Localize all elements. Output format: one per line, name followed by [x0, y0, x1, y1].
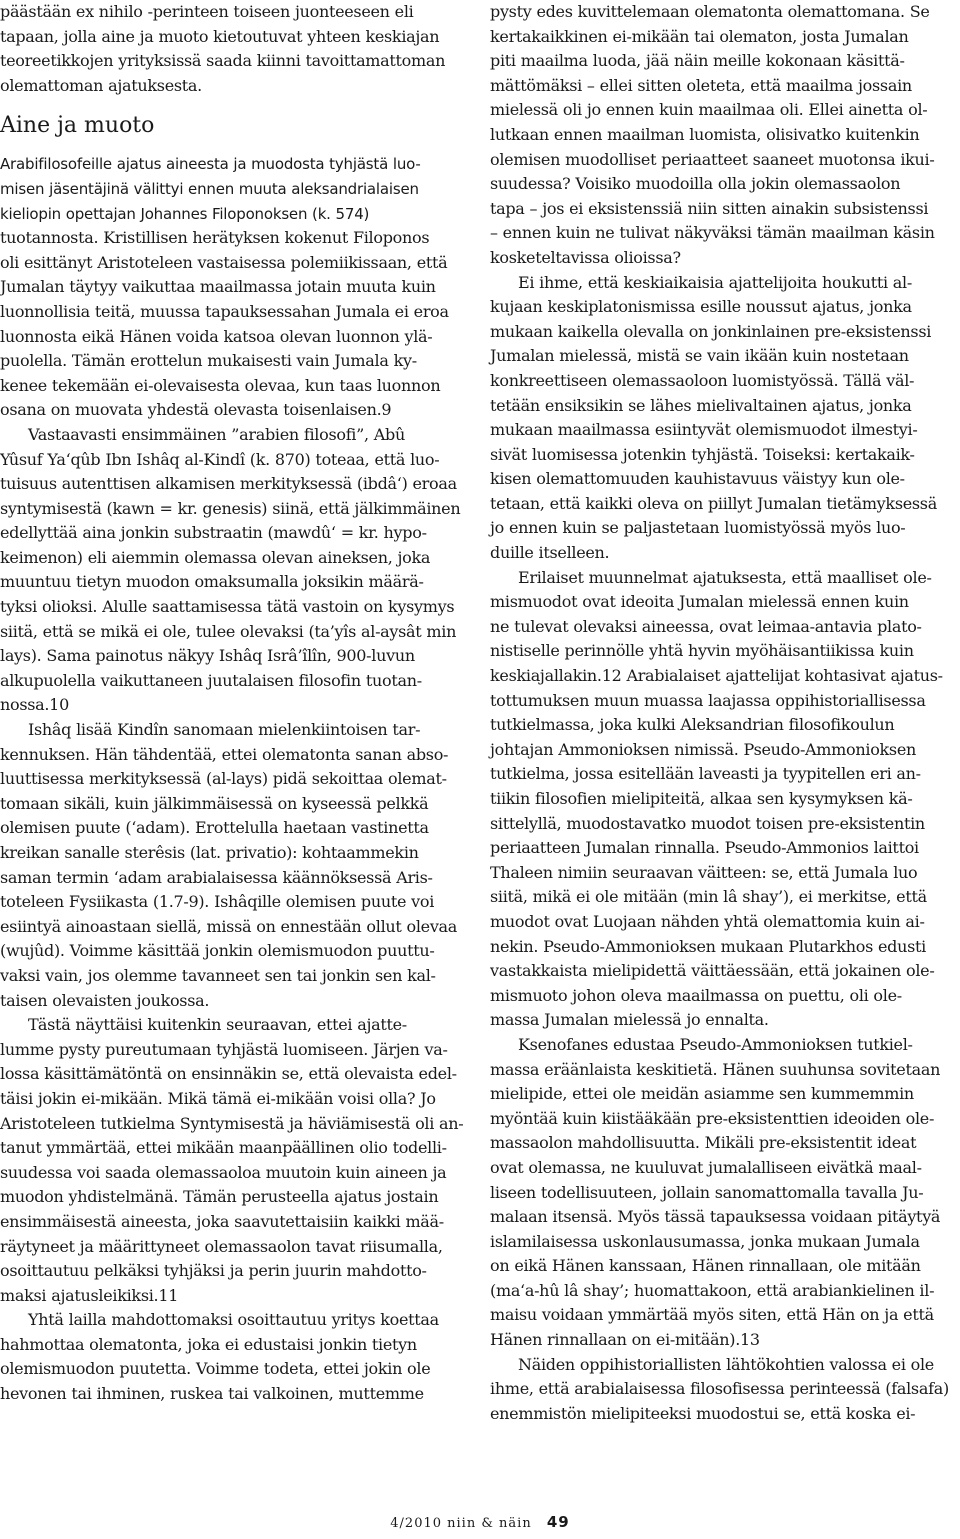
text-line: tapa – jos ei eksistenssiä niin sitten ainakin subsistenssi	[490, 198, 929, 218]
text-line: Thaleen nimiin seuraavan väitteen: se, että Jumala luo	[490, 862, 918, 882]
text-line: täisi jokin ei-mikään. Mikä tämä ei-mikään voisi olla? Jo	[0, 1088, 436, 1108]
text-line: vastakkaista mielipidettä väittäessään, että jokainen ole-	[490, 961, 935, 981]
text-line: konkreettiseen olemassaoloon luomistyössä. Tällä väl-	[490, 370, 915, 390]
text-line: sivät luomisessa jotenkin tyhjästä. Toiseksi: kertakaik-	[490, 444, 915, 464]
text-line: toteleen Fysiikasta (1.7-9). Ishâqille olemisen puute voi	[0, 892, 435, 912]
text-line: Erilaiset muunnelmat ajatuksesta, että maalliset ole-	[518, 567, 932, 587]
text-line: Yûsuf Ya‘qûb Ibn Ishâq al-Kindî (k. 870) toteaa, että luo-	[0, 449, 440, 469]
text-line: puolella. Tämän erottelun mukaisesti vain Jumala ky-	[0, 351, 417, 371]
text-line: esiintyä ainoastaan siellä, missä on ennestään ollut olevaa	[0, 916, 458, 936]
text-line: kujaan keskiplatonismissa esille noussut ajatus, jonka	[490, 297, 912, 317]
text-line: maksi ajatusleikiksi.11	[0, 1285, 179, 1305]
text-line: kenee tekemään ei-olevaisesta olevaa, kun taas luonnon	[0, 375, 441, 395]
text-line: massa eräänlaista keskitietä. Hänen suuhunsa sovitetaan	[490, 1059, 941, 1079]
text-line: luonnollisia teitä, muussa tapauksessahan Jumala ei eroa	[0, 301, 449, 321]
text-line: massaolon mahdollisuutta. Mikäli pre-eksistentit ideat	[490, 1133, 917, 1153]
text-line: Ishâq lisää Kindîn sanomaan mielenkiintoisen tar-	[28, 720, 421, 740]
text-line: saman termin ‘adam arabialaisessa käännöksessä Aris-	[0, 867, 433, 887]
text-line: tottumuksen muun muassa laajassa oppihistoriallisessa	[490, 690, 926, 710]
text-line: keskiajallakin.12 Arabialaiset ajattelijat kohtasivat ajatus-	[490, 666, 943, 686]
text-line: tomaan sikäli, kuin jälkimmäisessä on kyseessä pelkkä	[0, 793, 429, 813]
text-line: vaksi vain, jos olemme tavanneet sen tai jonkin sen kal-	[0, 965, 436, 985]
text-line: on eikä Hänen kanssaan, Hänen rinnallaan, ole mitään	[490, 1256, 921, 1276]
text-line: osana on muovata yhdestä olevasta toisenlaisen.9	[0, 400, 392, 420]
text-line: lossa käsittämätöntä on ensinnäkin se, että olevaista edel-	[0, 1064, 457, 1084]
right-column	[490, 0, 958, 1426]
text-line: Jumalan mielessä, mistä se vain ikään kuin nostetaan	[490, 346, 909, 366]
text-line: tetään ensiksikin se lähes mielivaltainen ajatus, jonka	[490, 395, 912, 415]
text-line: tyksi olioksi. Alulle saattamisessa tätä vastoin on kysymys	[0, 597, 455, 617]
text-line: duille itselleen.	[490, 543, 610, 563]
text-line: hahmottaa olematonta, joka ei edustaisi jonkin tietyn	[0, 1334, 417, 1354]
text-line: muuntuu tietyn muodon omaksumalla joksikin määrä-	[0, 572, 424, 592]
text-line: edellyttää aina jonkin substraatin (mawdû‘ = kr. hypo-	[0, 523, 427, 543]
text-line: Hänen rinnallaan on ei-mitään).13	[490, 1330, 760, 1350]
text-line: mättömäksi – ellei sitten oleteta, että maailma jossain	[490, 75, 912, 95]
text-line: pysty edes kuvittelemaan olematonta olemattomana. Se	[490, 2, 930, 21]
text-line: tetaan, että kaikki oleva on piillyt Jumalan tietämyksessä	[490, 493, 937, 513]
text-line: ensimmäisestä aineesta, joka saavutettaisiin kaikki mää-	[0, 1211, 444, 1231]
text-line: – ennen kuin ne tulivat näkyväksi tämän maailman käsin	[490, 223, 935, 243]
text-line: Ei ihme, että keskiaikaisia ajattelijoita houkutti al-	[518, 272, 912, 292]
text-line: lumme pysty pureutumaan tyhjästä luomiseen. Järjen va-	[0, 1039, 448, 1059]
text-line: mukaan maailmassa esiintyvät olemismuodot ilmestyi-	[490, 420, 918, 440]
text-line: maisu voidaan ymmärtää myös siten, että Hän on ja että	[490, 1305, 934, 1325]
text-line: teoreetikkojen yrityksissä saada kiinni tavoittamattoman	[0, 51, 446, 71]
text-line: Vastaavasti ensimmäinen ”arabien filosofi”, Abû	[28, 424, 405, 444]
text-line: mismuoto johon oleva maailmassa on puettu, oli ole-	[490, 985, 902, 1005]
text-line: tuisuus autenttisen alkamisen merkityksessä (ibdâ‘) eroaa	[0, 474, 457, 494]
text-line: tapaan, jolla aine ja muoto kietoutuvat yhteen keskiajan	[0, 26, 440, 46]
text-line: piti maailma luoda, jää näin meille kokonaan käsittä-	[490, 51, 905, 71]
text-line: Tästä näyttäisi kuitenkin seuraavan, ettei ajatte-	[28, 1015, 407, 1035]
text-line: nekin. Pseudo-Ammonioksen mukaan Plutarkhos edusti	[490, 936, 926, 956]
text-line: taisen olevaisten joukossa.	[0, 990, 210, 1010]
text-line: olemisen puute (‘adam). Erottelulla haetaan vastinetta	[0, 818, 429, 838]
section-heading: Aine ja muoto	[0, 113, 155, 139]
text-line: hevonen tai ihminen, ruskea tai valkoinen, muttemme	[0, 1384, 424, 1404]
text-line: (ma‘a-hû lâ shay’; huomattakoon, että arabiankielinen il-	[490, 1280, 935, 1300]
text-line: tutkielmassa, joka kulki Aleksandrian filosofikoulun	[490, 715, 895, 735]
text-line: massa Jumalan mielessä jo ennalta.	[490, 1010, 769, 1030]
text-line: keimenon) eli aiemmin olemassa olevan aineksen, joka	[0, 547, 431, 567]
text-line: sittelyllä, muodostavatko muodot toisen pre-eksistentin	[490, 813, 925, 833]
text-line: osoittautuu pelkäksi tyhjäksi ja perin juurin mahdotto-	[0, 1261, 427, 1281]
text-line: räytyneet ja määrittyneet olemassaolon tavat riisumalla,	[0, 1236, 443, 1256]
text-line: siitä, mikä ei ole mitään (min lâ shay’), ei merkitse, että	[490, 887, 927, 907]
text-line: siitä, että se mikä ei ole, tulee olevaksi (ta’yîs al-aysât min	[0, 621, 457, 641]
text-line: periaatteen Jumalan rinnalla. Pseudo-Ammonios laittoi	[490, 838, 919, 858]
left-column	[0, 0, 468, 1407]
text-line: Aristoteleen tutkielma Syntymisestä ja häviämisestä oli an-	[0, 1113, 464, 1133]
text-line: oli esittänyt Aristoteleen vastaisessa polemiikissaan, että	[0, 252, 448, 272]
text-line: muodon yhdistelmänä. Tämän perusteella ajatus jostain	[0, 1187, 439, 1207]
page-number: 49	[546, 1513, 570, 1531]
text-line: johtajan Ammonioksen nimissä. Pseudo-Ammonioksen	[490, 739, 917, 759]
text-line: (wujûd). Voimme käsittää jonkin olemismuodon puuttu-	[0, 941, 435, 961]
text-line: tuotannosta. Kristillisen herätyksen kokenut Filoponos	[0, 228, 430, 248]
text-line: muodot ovat Luojaan nähden yhtä olemattomia kuin ai-	[490, 911, 925, 931]
text-line: Ksenofanes edustaa Pseudo-Ammonioksen tutkiel-	[518, 1034, 913, 1054]
text-line: kennuksen. Hän tähdentää, ettei olematonta sanan abso-	[0, 744, 449, 764]
text-line: lutkaan ennen maailman luomista, olisivatko kuitenkin	[490, 124, 920, 144]
text-line: ovat olemassa, ne kuuluvat jumalalliseen eivätkä maal-	[490, 1157, 922, 1177]
text-line: mielessä oli jo ennen kuin maailmaa oli. Ellei ainetta ol-	[490, 100, 928, 120]
text-line: enemmistön mielipiteeksi muodostui se, että koska ei-	[490, 1403, 916, 1423]
text-line: lays). Sama painotus näkyy Ishâq Isrâ’îlîn, 900-luvun	[0, 646, 415, 666]
text-line: kreikan sanalle sterêsis (lat. privatio): kohtaammekin	[0, 843, 419, 862]
text-line: olemisen muodolliset periaatteet saaneet muotonsa ikui-	[490, 149, 935, 169]
text-line: olemattoman ajatuksesta.	[0, 75, 202, 95]
text-line: ne tulevat olevaksi aineessa, ovat leimaa-antavia plato-	[490, 616, 922, 636]
text-line: tutkielma, jossa esitellään laveasti ja tyypitellen eri an-	[490, 764, 921, 784]
text-line: tiikin filosofien mielipiteitä, alkaa sen kysymyksen kä-	[490, 789, 913, 808]
text-line: mismuodot ovat ideoita Jumalan mielessä ennen kuin	[490, 592, 909, 612]
page-footer	[0, 1513, 960, 1531]
text-line: Näiden oppihistoriallisten lähtökohtien valossa ei ole	[518, 1354, 934, 1374]
text-line: olemismuodon puutetta. Voimme todeta, ettei jokin ole	[0, 1359, 431, 1379]
text-line: kosketeltavissa olioissa?	[490, 247, 681, 267]
text-line: liseen todellisuuteen, jollain sanomattomalla tavalla Ju-	[490, 1182, 924, 1202]
text-line: myöntää kuin kiistääkään pre-eksistenttien ideoiden ole-	[490, 1108, 935, 1128]
text-line: Arabifilosofeille ajatus aineesta ja muodosta tyhjästä luo-	[0, 155, 421, 174]
text-line: Yhtä lailla mahdottomaksi osoittautuu yritys koettaa	[28, 1310, 439, 1330]
text-line: jo ennen kuin se paljastetaan luomistyössä myös luo-	[490, 518, 906, 538]
text-line: tanut ymmärtää, ettei mikään maanpäällinen olio todelli-	[0, 1138, 447, 1158]
text-line: islamilaisessa uskonlausumassa, jonka mukaan Jumala	[490, 1231, 920, 1251]
text-line: kieliopin opettajan Johannes Filoponoksen (k. 574)	[0, 204, 370, 223]
text-line: nossa.10	[0, 695, 69, 715]
text-line: alkupuolella vaikuttaneen juutalaisen filosofin tuotan-	[0, 670, 422, 690]
text-line: malaan itsensä. Myös tässä tapauksessa voidaan pitäytyä	[490, 1207, 941, 1227]
text-line: mukaan kaikella olevalla on jonkinlainen pre-eksistenssi	[490, 321, 932, 341]
text-line: Jumalan täytyy vaikuttaa maailmassa jotain muuta kuin	[0, 277, 436, 297]
text-line: suudessa voi saada olemassaoloa muutoin kuin aineen ja	[0, 1162, 447, 1182]
issue-label: 4/2010 niin & näin	[390, 1516, 532, 1531]
text-line: syntymisestä (kawn = kr. genesis) siinä, että jälkimmäinen	[0, 498, 461, 518]
text-line: nistiselle perinnölle yhtä hyvin myöhäisantiikissa kuin	[490, 641, 914, 661]
text-line: misen jäsentäjinä välittyi ennen muuta aleksandrialaisen	[0, 179, 419, 198]
text-line: luuttisessa merkityksessä (al-lays) pidä sekoittaa olemat-	[0, 769, 447, 789]
text-line: suudessa? Voisiko muodoilla olla jokin olemassaolon	[490, 174, 901, 194]
text-line: kisen olemattomuuden kauhistavuus väistyy kun ole-	[490, 469, 905, 489]
text-line: luonnosta eikä Hänen voida katsoa olevan luonnon ylä-	[0, 326, 433, 346]
text-line: ihme, että arabialaisessa filosofisessa perinteessä (falsafa)	[490, 1379, 949, 1399]
text-line: päästään ex nihilo -perinteen toiseen juonteeseen eli	[0, 2, 414, 21]
text-line: mielipide, ettei ole meidän asiamme sen kummemmin	[490, 1084, 914, 1104]
text-line: kertakaikkinen ei-mikään tai olematon, josta Jumalan	[490, 26, 909, 46]
